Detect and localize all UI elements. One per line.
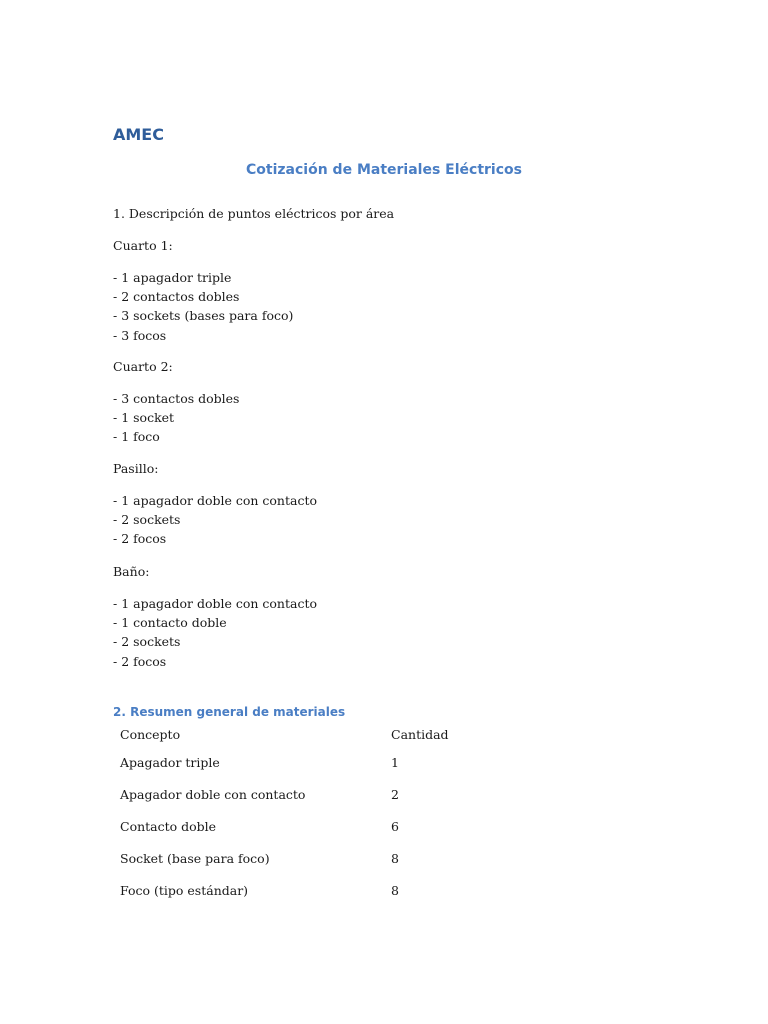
table-row bbox=[113, 810, 478, 842]
concept-cell: Apagador doble con contacto bbox=[120, 786, 306, 802]
quantity-cell: 6 bbox=[391, 818, 399, 834]
quantity-cell: 8 bbox=[391, 882, 399, 898]
table-header-row bbox=[113, 722, 478, 746]
list-item: - 3 contactos dobles bbox=[113, 391, 240, 406]
list-item: - 2 sockets bbox=[113, 512, 181, 528]
list-item: - 3 focos bbox=[113, 327, 167, 343]
list-item: - 1 foco bbox=[113, 429, 160, 445]
list-item: - 1 apagador triple bbox=[113, 270, 232, 285]
quantity-cell: 2 bbox=[391, 786, 399, 802]
area-items-list bbox=[113, 491, 317, 549]
concept-cell: Socket (base para foco) bbox=[120, 850, 270, 866]
materials-summary-table bbox=[113, 722, 478, 906]
table-row bbox=[113, 746, 478, 778]
area-name: Cuarto 1: bbox=[113, 238, 173, 253]
company-name: AMEC bbox=[113, 125, 164, 144]
list-item: - 2 focos bbox=[113, 531, 167, 547]
area-items-list bbox=[113, 389, 239, 447]
list-item: - 1 contacto doble bbox=[113, 615, 227, 631]
list-item: - 2 sockets bbox=[113, 634, 181, 650]
concept-cell: Apagador triple bbox=[120, 754, 220, 770]
list-item: - 2 focos bbox=[113, 653, 167, 669]
column-header-concept: Concepto bbox=[120, 726, 181, 742]
quantity-cell: 8 bbox=[391, 850, 399, 866]
table-row bbox=[113, 842, 478, 874]
list-item: - 2 contactos dobles bbox=[113, 289, 240, 305]
area-name: Cuarto 2: bbox=[113, 359, 173, 374]
quantity-cell: 1 bbox=[391, 754, 399, 770]
section1-heading: 1. Descripción de puntos eléctricos por área bbox=[113, 206, 395, 221]
list-item: - 1 socket bbox=[113, 410, 175, 426]
area-name: Baño: bbox=[113, 564, 150, 579]
area-items-list bbox=[113, 594, 317, 671]
section2-heading: 2. Resumen general de materiales bbox=[113, 705, 346, 719]
document-title: Cotización de Materiales Eléctricos bbox=[246, 162, 522, 178]
list-item: - 3 sockets (bases para foco) bbox=[113, 308, 294, 324]
concept-cell: Foco (tipo estándar) bbox=[120, 882, 249, 898]
list-item: - 1 apagador doble con contacto bbox=[113, 493, 318, 508]
area-name: Pasillo: bbox=[113, 461, 159, 476]
table-row bbox=[113, 874, 478, 906]
concept-cell: Contacto doble bbox=[120, 818, 217, 834]
table-row bbox=[113, 778, 478, 810]
list-item: - 1 apagador doble con contacto bbox=[113, 596, 318, 611]
area-items-list bbox=[113, 268, 293, 345]
column-header-quantity: Cantidad bbox=[391, 726, 449, 742]
